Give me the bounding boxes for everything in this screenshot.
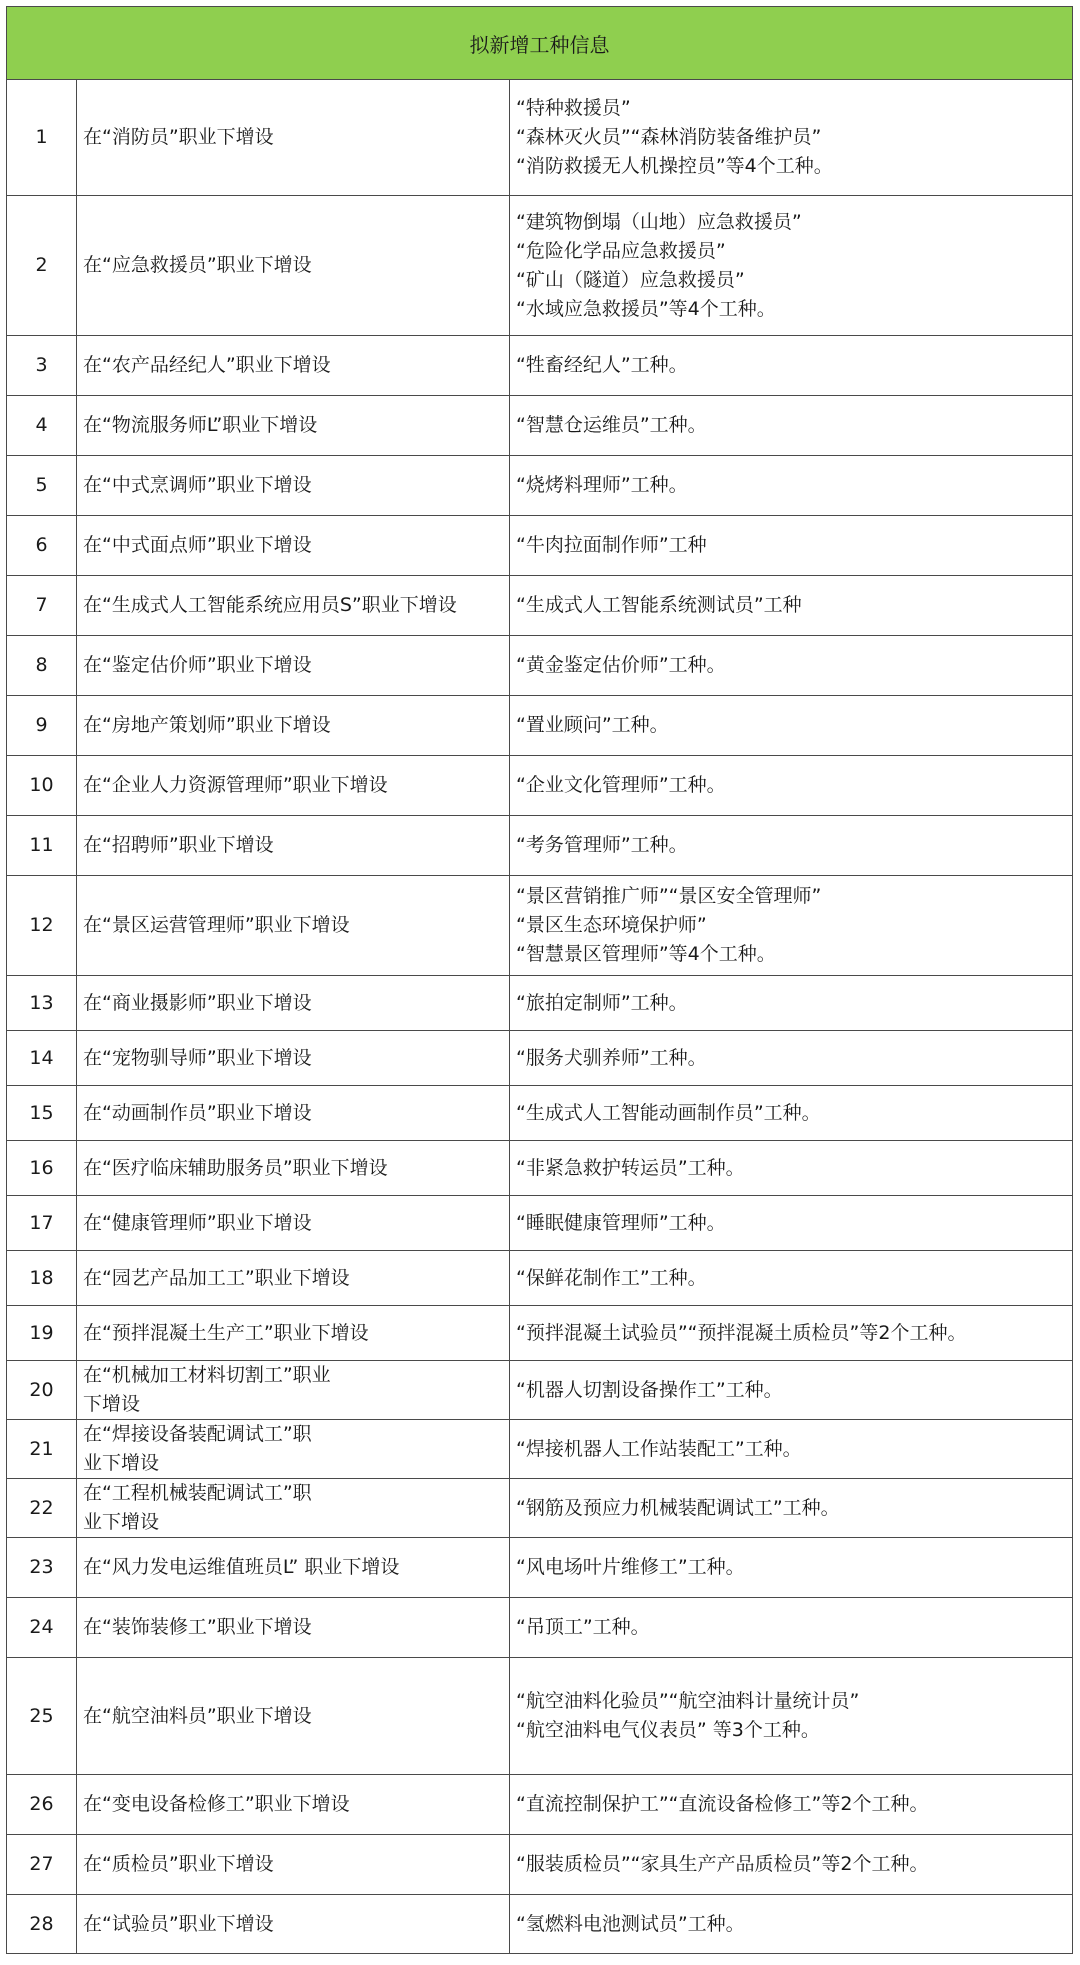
new-job-type-cell [510,1086,1073,1141]
new-job-type-cell [510,456,1073,516]
row-number: 24 [7,1598,77,1658]
occupation-text: 在“风力发电运维值班员L” 职业下增设 [83,1556,400,1578]
new-job-type-text: “智慧景区管理师”等4个工种。 [516,943,776,965]
occupation-cell [77,1086,510,1141]
occupation-cell [77,336,510,396]
row-number: 13 [7,976,77,1031]
new-job-type-text: “企业文化管理师”工种。 [516,774,726,796]
new-job-type-text: “航空油料电气仪表员” 等3个工种。 [516,1719,820,1741]
new-job-type-text: “直流控制保护工”“直流设备检修工”等2个工种。 [516,1793,929,1815]
occupation-text: 在“景区运营管理师”职业下增设 [83,914,350,936]
occupation-text: 在“物流服务师L”职业下增设 [83,414,318,436]
row-number: 4 [7,396,77,456]
new-job-type-cell [510,196,1073,336]
new-job-type-text: “风电场叶片维修工”工种。 [516,1556,745,1578]
table-row [7,1895,1073,1954]
occupation-cell [77,576,510,636]
row-number: 5 [7,456,77,516]
occupation-cell [77,456,510,516]
new-job-type-cell [510,816,1073,876]
occupation-text: 在“医疗临床辅助服务员”职业下增设 [83,1156,388,1179]
occupation-cell [77,1361,510,1420]
row-number: 16 [7,1141,77,1196]
occupation-text: 在“消防员”职业下增设 [83,126,274,148]
new-job-type-text: “建筑物倒塌（山地）应急救援员” [516,210,802,233]
occupation-text: 在“焊接设备装配调试工”职 [83,1423,312,1445]
new-job-type-text: “机器人切割设备操作工”工种。 [516,1378,783,1401]
row-number: 1 [7,80,77,196]
new-job-type-cell [510,1658,1073,1775]
new-job-type-cell [510,1196,1073,1251]
row-number: 12 [7,876,77,976]
occupation-cell [77,196,510,336]
new-job-type-text: “消防救援无人机操控员”等4个工种。 [516,155,833,177]
occupation-text: 在“机械加工材料切割工”职业 [83,1364,331,1386]
new-job-type-cell [510,976,1073,1031]
new-job-type-text: “睡眠健康管理师”工种。 [516,1211,726,1234]
table-row [7,1835,1073,1895]
new-job-type-text: “森林灭火员”“森林消防装备维护员” [516,126,822,148]
occupation-text: 在“健康管理师”职业下增设 [83,1211,312,1234]
new-job-type-text: “水域应急救援员”等4个工种。 [516,297,776,320]
table-row [7,1598,1073,1658]
new-job-type-cell [510,636,1073,696]
new-job-type-text: “特种救援员” [516,97,631,119]
new-job-type-text: “考务管理师”工种。 [516,834,688,856]
occupation-cell [77,516,510,576]
occupation-text: 在“装饰装修工”职业下增设 [83,1616,312,1638]
table-row [7,1141,1073,1196]
new-job-type-text: “钢筋及预应力机械装配调试工”工种。 [516,1496,840,1519]
occupation-cell [77,696,510,756]
occupation-cell [77,80,510,196]
table-row [7,1420,1073,1479]
new-job-type-text: “景区生态环境保护师” [516,914,707,936]
new-job-type-text: “服务犬驯养师”工种。 [516,1046,707,1069]
new-job-type-text: “保鲜花制作工”工种。 [516,1266,707,1289]
table-title: 拟新增工种信息 [7,7,1073,80]
table-row [7,1775,1073,1835]
row-number: 8 [7,636,77,696]
table-row [7,1031,1073,1086]
new-job-type-cell [510,1835,1073,1895]
table-header-row [7,7,1073,80]
new-job-type-text: “烧烤料理师”工种。 [516,474,688,496]
occupation-cell [77,756,510,816]
occupation-text: 在“园艺产品加工工”职业下增设 [83,1266,350,1289]
new-job-type-cell [510,1420,1073,1479]
occupation-cell [77,976,510,1031]
table-row [7,1479,1073,1538]
new-job-type-text: “氢燃料电池测试员”工种。 [516,1912,745,1935]
occupation-cell [77,1420,510,1479]
row-number: 28 [7,1895,77,1954]
row-number: 15 [7,1086,77,1141]
new-job-type-text: “置业顾问”工种。 [516,714,669,736]
new-job-type-cell [510,1479,1073,1538]
row-number: 6 [7,516,77,576]
table-row [7,696,1073,756]
new-job-type-text: “矿山（隧道）应急救援员” [516,268,745,291]
new-job-type-cell [510,1775,1073,1835]
occupation-text: 在“预拌混凝土生产工”职业下增设 [83,1321,369,1344]
table-row [7,1658,1073,1775]
table-row [7,396,1073,456]
table-row [7,1306,1073,1361]
occupation-text: 在“企业人力资源管理师”职业下增设 [83,774,388,796]
row-number: 17 [7,1196,77,1251]
new-job-type-text: “牲畜经纪人”工种。 [516,354,688,376]
new-job-type-text: “焊接机器人工作站装配工”工种。 [516,1437,802,1460]
occupation-text: 下增设 [83,1393,141,1415]
occupation-cell [77,1775,510,1835]
new-job-type-cell [510,876,1073,976]
occupation-text: 在“农产品经纪人”职业下增设 [83,354,331,376]
occupation-cell [77,1538,510,1598]
occupation-text: 在“试验员”职业下增设 [83,1912,274,1935]
new-job-type-cell [510,1141,1073,1196]
occupation-cell [77,636,510,696]
new-job-type-cell [510,80,1073,196]
occupation-cell [77,1835,510,1895]
occupation-text: 在“鉴定估价师”职业下增设 [83,654,312,676]
new-job-type-cell [510,1895,1073,1954]
row-number: 27 [7,1835,77,1895]
row-number: 21 [7,1420,77,1479]
table-row [7,976,1073,1031]
new-job-type-text: “危险化学品应急救援员” [516,239,726,262]
row-number: 14 [7,1031,77,1086]
row-number: 18 [7,1251,77,1306]
occupation-text: 业下增设 [83,1452,160,1474]
occupation-cell [77,1031,510,1086]
table-row [7,1361,1073,1420]
new-job-type-cell [510,396,1073,456]
occupation-text: 在“中式面点师”职业下增设 [83,534,312,556]
row-number: 25 [7,1658,77,1775]
new-job-type-text: “景区营销推广师”“景区安全管理师” [516,885,822,907]
occupation-cell [77,1306,510,1361]
new-job-type-cell [510,1251,1073,1306]
occupation-cell [77,1598,510,1658]
occupation-cell [77,1658,510,1775]
table-row [7,516,1073,576]
new-job-type-text: “生成式人工智能系统测试员”工种 [516,594,802,616]
row-number: 10 [7,756,77,816]
row-number: 20 [7,1361,77,1420]
table-row [7,756,1073,816]
row-number: 2 [7,196,77,336]
new-job-type-text: “航空油料化验员”“航空油料计量统计员” [516,1690,860,1712]
row-number: 22 [7,1479,77,1538]
new-job-type-text: “预拌混凝土试验员”“预拌混凝土质检员”等2个工种。 [516,1321,967,1344]
table-row [7,80,1073,196]
new-job-type-text: “黄金鉴定估价师”工种。 [516,654,726,676]
occupation-cell [77,1895,510,1954]
table-row [7,1251,1073,1306]
table-row [7,1196,1073,1251]
new-job-type-cell [510,576,1073,636]
row-number: 26 [7,1775,77,1835]
new-job-type-cell [510,1598,1073,1658]
table-row [7,456,1073,516]
new-job-type-text: “生成式人工智能动画制作员”工种。 [516,1101,821,1124]
row-number: 23 [7,1538,77,1598]
occupation-cell [77,1196,510,1251]
occupation-text: 在“房地产策划师”职业下增设 [83,714,331,736]
row-number: 19 [7,1306,77,1361]
new-job-type-cell [510,1538,1073,1598]
row-number: 9 [7,696,77,756]
new-job-type-text: “牛肉拉面制作师”工种 [516,534,707,556]
new-job-type-text: “吊顶工”工种。 [516,1616,650,1638]
occupation-text: 在“商业摄影师”职业下增设 [83,991,312,1014]
row-number: 11 [7,816,77,876]
new-job-type-cell [510,516,1073,576]
new-job-type-text: “智慧仓运维员”工种。 [516,414,707,436]
occupation-cell [77,1251,510,1306]
table-row [7,636,1073,696]
occupation-text: 在“中式烹调师”职业下增设 [83,474,312,496]
occupation-text: 在“工程机械装配调试工”职 [83,1482,312,1504]
occupation-text: 在“变电设备检修工”职业下增设 [83,1793,350,1815]
occupation-text: 在“应急救援员”职业下增设 [83,254,312,276]
occupation-cell [77,816,510,876]
row-number: 3 [7,336,77,396]
occupation-text: 在“生成式人工智能系统应用员S”职业下增设 [83,594,457,616]
table-row [7,336,1073,396]
occupation-cell [77,1141,510,1196]
occupation-text: 在“动画制作员”职业下增设 [83,1101,312,1124]
occupation-text: 在“招聘师”职业下增设 [83,834,274,856]
new-job-type-cell [510,756,1073,816]
occupation-cell [77,1479,510,1538]
new-job-type-cell [510,1031,1073,1086]
table-body [7,80,1073,1954]
new-job-type-cell [510,336,1073,396]
occupation-text: 业下增设 [83,1511,160,1533]
occupation-cell [77,396,510,456]
table-row [7,196,1073,336]
table-row [7,1538,1073,1598]
table-row [7,576,1073,636]
occupation-text: 在“质检员”职业下增设 [83,1853,274,1875]
table-row [7,876,1073,976]
new-job-type-cell [510,1306,1073,1361]
row-number: 7 [7,576,77,636]
occupation-text: 在“宠物驯导师”职业下增设 [83,1046,312,1069]
table-row [7,816,1073,876]
table-row [7,1086,1073,1141]
occupation-cell [77,876,510,976]
occupation-text: 在“航空油料员”职业下增设 [83,1704,312,1727]
new-job-type-cell [510,1361,1073,1420]
occupation-table [6,6,1073,1954]
new-job-type-cell [510,696,1073,756]
new-job-type-text: “非紧急救护转运员”工种。 [516,1156,745,1179]
new-job-type-text: “旅拍定制师”工种。 [516,991,688,1014]
new-job-type-text: “服装质检员”“家具生产产品质检员”等2个工种。 [516,1853,929,1875]
